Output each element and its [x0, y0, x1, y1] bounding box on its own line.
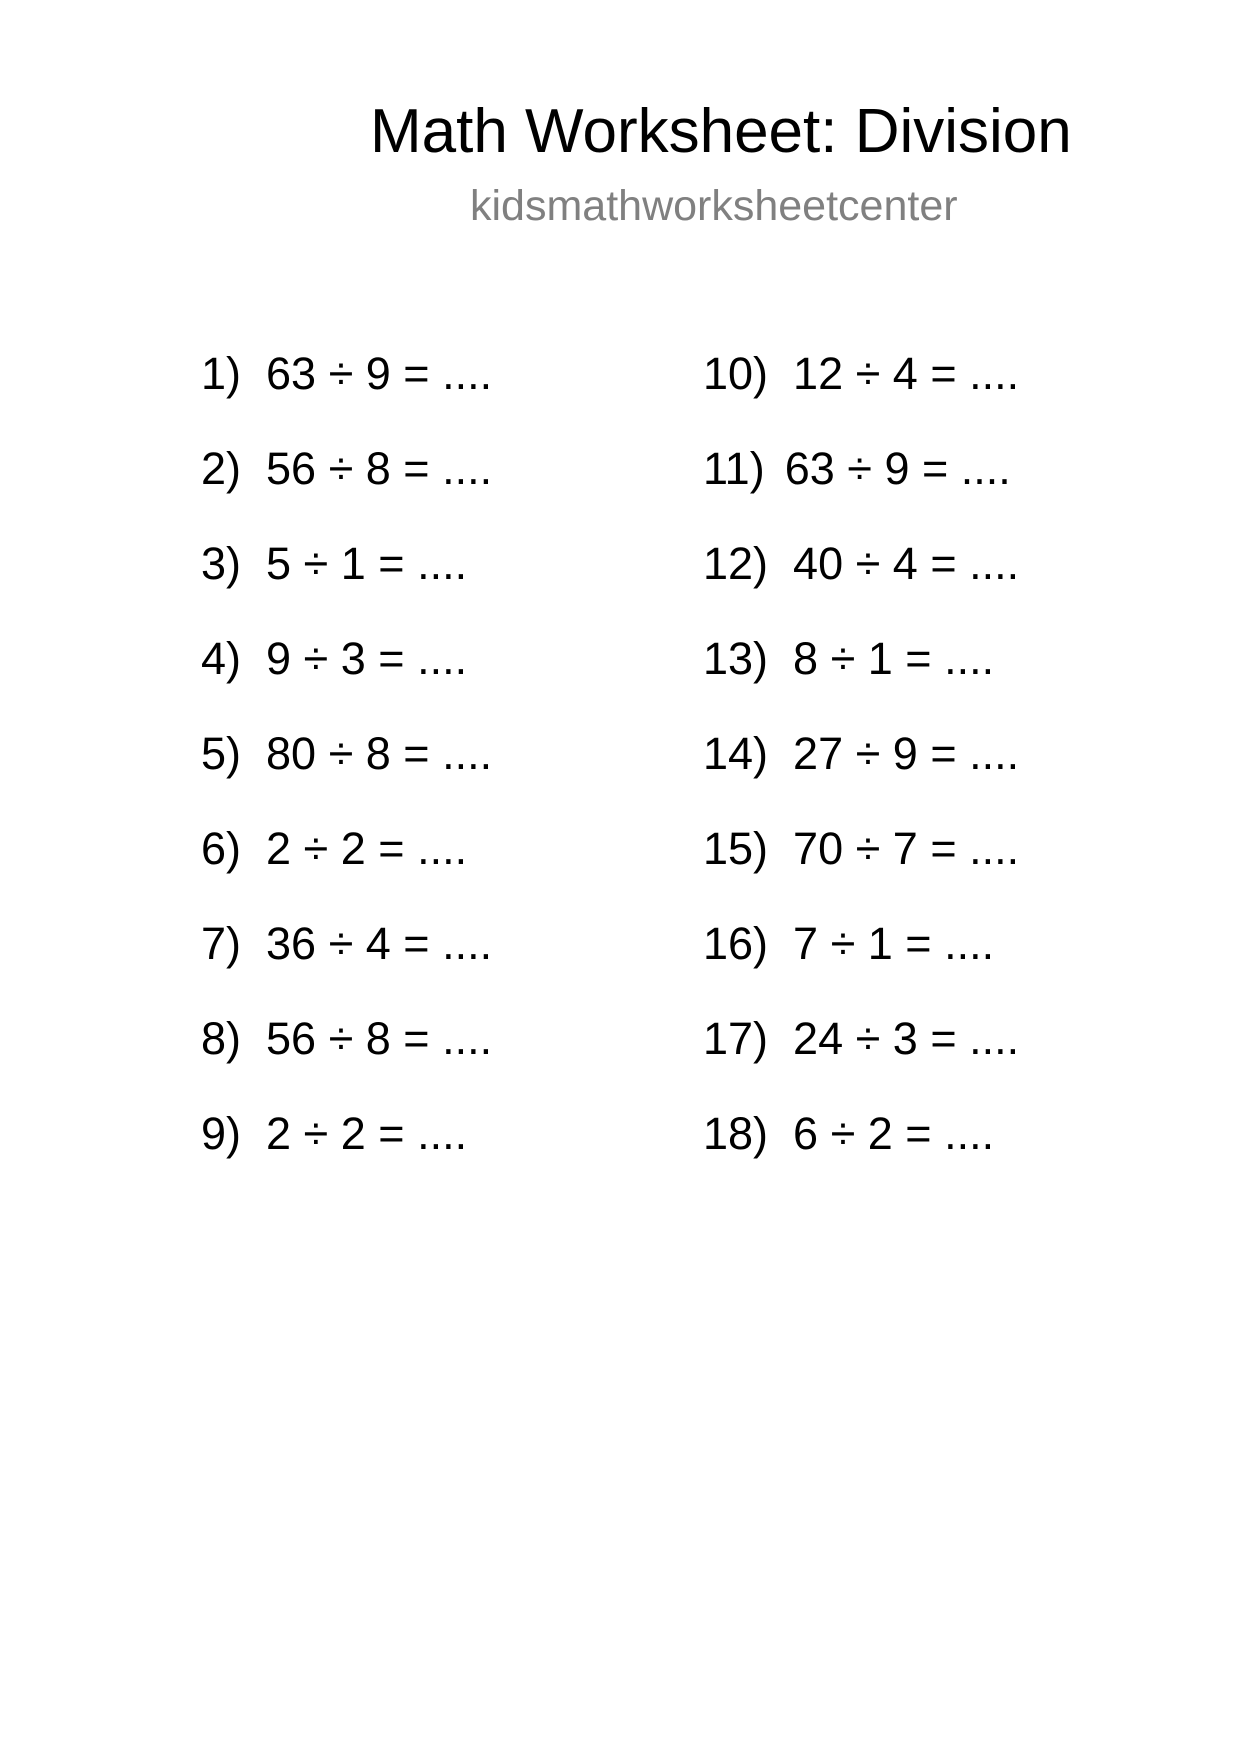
problem-expression: 12 ÷ 4 =	[793, 348, 957, 399]
answer-blank: ....	[442, 348, 493, 399]
problem-number: 18)	[703, 1108, 769, 1159]
problem-5	[201, 727, 492, 822]
problem-12	[703, 537, 1019, 632]
answer-blank: ....	[944, 918, 995, 969]
problem-number: 6)	[201, 823, 242, 874]
problem-number: 9)	[201, 1108, 242, 1159]
answer-blank: ....	[944, 1108, 995, 1159]
problem-expression: 5 ÷ 1 =	[266, 538, 405, 589]
answer-blank: ....	[417, 823, 468, 874]
problem-4	[201, 632, 492, 727]
answer-blank: ....	[417, 538, 468, 589]
problem-10	[703, 347, 1019, 442]
problem-14	[703, 727, 1019, 822]
problem-expression: 2 ÷ 2 =	[266, 823, 405, 874]
problem-expression: 56 ÷ 8 =	[266, 1013, 430, 1064]
problem-column-right	[703, 347, 1019, 1202]
problem-expression: 2 ÷ 2 =	[266, 1108, 405, 1159]
problem-number: 1)	[201, 348, 242, 399]
problem-18	[703, 1107, 1019, 1202]
site-name: kidsmathworksheetcenter	[470, 182, 958, 230]
problem-number: 14)	[703, 728, 769, 779]
problem-1	[201, 347, 492, 442]
problem-number: 17)	[703, 1013, 769, 1064]
problem-expression: 63 ÷ 9 =	[266, 348, 430, 399]
problem-9	[201, 1107, 492, 1202]
problem-expression: 70 ÷ 7 =	[793, 823, 957, 874]
answer-blank: ....	[442, 443, 493, 494]
answer-blank: ....	[442, 1013, 493, 1064]
problem-number: 2)	[201, 443, 242, 494]
problem-expression: 8 ÷ 1 =	[793, 633, 932, 684]
problem-3	[201, 537, 492, 632]
answer-blank: ....	[960, 443, 1011, 494]
problem-column-left	[201, 347, 492, 1202]
problem-number: 5)	[201, 728, 242, 779]
problem-number: 15)	[703, 823, 769, 874]
problem-number: 16)	[703, 918, 769, 969]
problem-2	[201, 442, 492, 537]
page-title: Math Worksheet: Division	[370, 97, 1072, 166]
answer-blank: ....	[417, 1108, 468, 1159]
problem-8	[201, 1012, 492, 1107]
problem-number: 11)	[703, 443, 765, 494]
problem-number: 13)	[703, 633, 769, 684]
answer-blank: ....	[969, 1013, 1020, 1064]
answer-blank: ....	[944, 633, 995, 684]
answer-blank: ....	[417, 633, 468, 684]
answer-blank: ....	[442, 728, 493, 779]
problem-number: 7)	[201, 918, 242, 969]
answer-blank: ....	[969, 728, 1020, 779]
problem-expression: 40 ÷ 4 =	[793, 538, 957, 589]
problem-expression: 24 ÷ 3 =	[793, 1013, 957, 1064]
problem-16	[703, 917, 1019, 1012]
problem-expression: 63 ÷ 9 =	[784, 443, 949, 494]
problem-number: 8)	[201, 1013, 242, 1064]
problem-expression: 56 ÷ 8 =	[266, 443, 430, 494]
problem-expression: 80 ÷ 8 =	[266, 728, 430, 779]
problem-expression: 7 ÷ 1 =	[793, 918, 932, 969]
problem-15	[703, 822, 1019, 917]
answer-blank: ....	[442, 918, 493, 969]
problem-number: 10)	[703, 348, 769, 399]
problem-number: 4)	[201, 633, 242, 684]
problem-13	[703, 632, 1019, 727]
problem-7	[201, 917, 492, 1012]
answer-blank: ....	[969, 348, 1020, 399]
problem-17	[703, 1012, 1019, 1107]
problem-expression: 36 ÷ 4 =	[266, 918, 430, 969]
problem-number: 3)	[201, 538, 242, 589]
answer-blank: ....	[969, 823, 1020, 874]
problem-expression: 9 ÷ 3 =	[266, 633, 405, 684]
problem-6	[201, 822, 492, 917]
answer-blank: ....	[969, 538, 1020, 589]
problem-number: 12)	[703, 538, 769, 589]
problem-expression: 6 ÷ 2 =	[793, 1108, 932, 1159]
problem-11	[703, 442, 1019, 537]
problem-expression: 27 ÷ 9 =	[793, 728, 957, 779]
